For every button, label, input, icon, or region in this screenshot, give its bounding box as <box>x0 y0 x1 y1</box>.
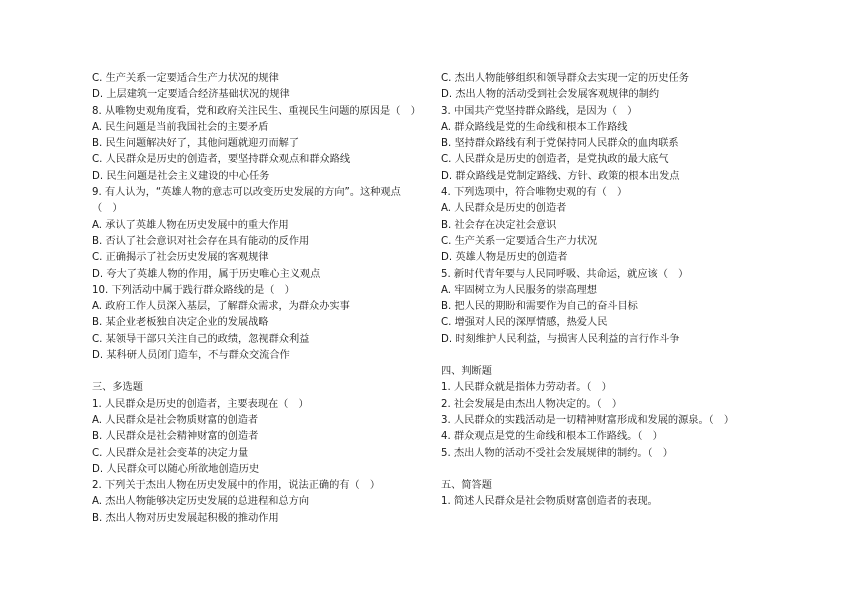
question-line: 1. 人民群众是历史的创造者，主要表现在（ ） <box>92 398 309 410</box>
question-line: A. 杰出人物能够决定历史发展的总进程和总方向 <box>92 496 310 508</box>
question-line: C. 生产关系一定要适合生产力状况的规律 <box>92 73 279 84</box>
question-line: C. 杰出人物能够组织和领导群众去实现一定的历史任务 <box>441 73 689 84</box>
left-column <box>92 71 472 527</box>
section-gap <box>441 462 821 478</box>
question-line: 3. 人民群众的实践活动是一切精神财富形成和发展的源泉。（ ） <box>441 414 735 426</box>
question-line: B. 人民群众是社会精神财富的创造者 <box>92 431 259 443</box>
question-line: A. 民生问题是当前我国社会的主要矛盾 <box>92 121 269 133</box>
question-line: D. 某科研人员闭门造车，不与群众交流合作 <box>92 350 290 362</box>
question-line: 4. 群众观点是党的生命线和根本工作路线。（ ） <box>441 431 663 443</box>
question-line: C. 生产关系一定要适合生产力状况 <box>441 235 598 247</box>
question-line: 三、多选题 <box>92 382 143 394</box>
question-line: C. 正确揭示了社会历史发展的客观规律 <box>92 252 269 264</box>
question-line: 10. 下列活动中属于践行群众路线的是（ ） <box>92 284 295 296</box>
question-line: A. 承认了英雄人物在历史发展中的重大作用 <box>92 219 289 231</box>
question-line: 五、简答题 <box>441 479 492 491</box>
question-line: A. 群众路线是党的生命线和根本工作路线 <box>441 121 628 133</box>
question-line: D. 上层建筑一定要适合经济基础状况的规律 <box>92 89 290 101</box>
question-line: 9. 有人认为，“英雄人物的意志可以改变历史发展的方向”。这种观点 <box>92 187 401 199</box>
question-line: B. 坚持群众路线有利于党保持同人民群众的血肉联系 <box>441 138 679 150</box>
question-line: A. 人民群众是历史的创造者 <box>441 203 567 215</box>
question-line: C. 人民群众是社会变革的决定力量 <box>92 447 249 459</box>
question-line: D. 夸大了英雄人物的作用，属于历史唯心主义观点 <box>92 268 321 280</box>
question-line: 2. 社会发展是由杰出人物决定的。（ ） <box>441 398 623 410</box>
question-line: B. 杰出人物对历史发展起积极的推动作用 <box>92 512 279 524</box>
question-line: D. 民生问题是社会主义建设的中心任务 <box>92 170 270 182</box>
question-line: B. 某企业老板独自决定企业的发展战略 <box>92 317 269 329</box>
question-line: B. 民生问题解决好了，其他问题就迎刃而解了 <box>92 138 300 150</box>
question-line: A. 人民群众是社会物质财富的创造者 <box>92 414 259 426</box>
question-line: D. 时刻维护人民利益，与损害人民利益的言行作斗争 <box>441 333 680 345</box>
question-line: A. 牢固树立为人民服务的崇高理想 <box>441 284 597 296</box>
question-line: 四、判断题 <box>441 366 492 378</box>
question-line: D. 人民群众可以随心所欲地创造历史 <box>92 463 260 475</box>
question-line: 4. 下列选项中，符合唯物史观的有（ ） <box>441 187 628 199</box>
question-line: 2. 下列关于杰出人物在历史发展中的作用，说法正确的有（ ） <box>92 480 381 492</box>
question-line: 1. 简述人民群众是社会物质财富创造者的表现。 <box>441 496 658 508</box>
question-line: 5. 杰出人物的活动不受社会发展规律的制约。（ ） <box>441 447 673 459</box>
question-line: B. 把人民的期盼和需要作为自己的奋斗目标 <box>441 301 638 313</box>
section-gap <box>441 348 821 364</box>
question-line: D. 杰出人物的活动受到社会发展客观规律的制约 <box>441 89 660 101</box>
question-line: 3. 中国共产党坚持群众路线，是因为（ ） <box>441 105 638 117</box>
question-line: C. 人民群众是历史的创造者，要坚持群众观点和群众路线 <box>92 154 351 166</box>
question-line: 5. 新时代青年要与人民同呼吸、共命运，就应该（ ） <box>441 268 689 280</box>
question-line: C. 人民群众是历史的创造者，是党执政的最大底气 <box>441 154 669 166</box>
question-line: D. 英雄人物是历史的创造者 <box>441 252 568 264</box>
question-line: B. 否认了社会意识对社会存在具有能动的反作用 <box>92 235 310 247</box>
question-line: 1. 人民群众就是指体力劳动者。（ ） <box>441 382 612 394</box>
question-line: B. 社会存在决定社会意识 <box>441 219 557 231</box>
question-line: A. 政府工作人员深入基层，了解群众需求，为群众办实事 <box>92 301 350 313</box>
section-gap <box>92 364 472 380</box>
question-line: （ ） <box>92 203 123 215</box>
question-line: C. 增强对人民的深厚情感，热爱人民 <box>441 317 608 329</box>
right-column <box>441 71 821 510</box>
question-line: D. 群众路线是党制定路线、方针、政策的根本出发点 <box>441 170 680 182</box>
question-line: C. 某领导干部只关注自己的政绩，忽视群众利益 <box>92 333 310 345</box>
question-line: 8. 从唯物史观角度看，党和政府关注民生、重视民生问题的原因是（ ） <box>92 105 421 117</box>
